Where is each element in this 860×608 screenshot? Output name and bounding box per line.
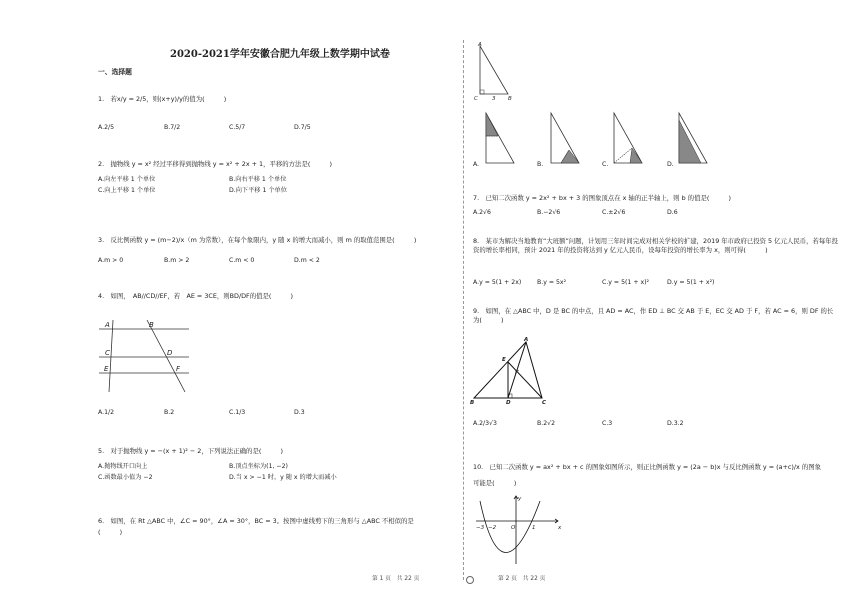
- q10-label-origin: O: [511, 525, 516, 531]
- q9-option-a[interactable]: A.2/3√3: [473, 420, 497, 427]
- page-divider: [463, 40, 464, 580]
- q1-option-c[interactable]: C.5/7: [229, 124, 246, 131]
- q4-option-d[interactable]: D.3: [294, 409, 305, 416]
- q7-option-c[interactable]: C.±2√6: [602, 209, 626, 216]
- q9-option-d[interactable]: D.3.2: [667, 420, 684, 427]
- q2-stem: 2. 抛物线 y = x² 经过平移得到抛物线 y = x² + 2x + 1，平移的方法是( ): [98, 160, 332, 168]
- q6-stem: 6. 如图，在 Rt △ABC 中，∠C = 90°，∠A = 30°，BC = 3。按图中虚线剪下的三角形与 △ABC 不相似的是: [98, 517, 414, 525]
- q9-label-a: A: [524, 337, 529, 343]
- section-heading: 一、选择题: [98, 68, 132, 76]
- q8-option-d[interactable]: D.y = 5(1 + x²): [667, 279, 715, 286]
- q1-option-a[interactable]: A.2/5: [98, 124, 115, 131]
- q2-option-c[interactable]: C.向上平移 1 个单位: [98, 187, 156, 194]
- q9-stem: 9. 如图，在 △ABC 中，D 是 BC 的中点，且 AD = AC，作 ED ⊥ BC 交 AB 于 E，EC 交 AD 于 F，若 AC = 6，则 DF 的长为( ): [473, 307, 834, 324]
- q10-stem-answer: 可能是( ): [473, 479, 517, 487]
- q5-option-d[interactable]: D.当 x > −1 时，y 随 x 的增大而减小: [229, 474, 337, 481]
- q5-stem: 5. 对于抛物线 y = −(x + 1)² − 2，下列说法正确的是( ): [98, 447, 283, 455]
- q6-label-3: 3: [492, 96, 496, 102]
- q4-label-c: C: [105, 349, 110, 357]
- q3-option-d[interactable]: D.m < 2: [294, 257, 320, 264]
- q6-option-a-figure: [480, 110, 520, 168]
- q7-option-b[interactable]: B.−2√6: [537, 209, 561, 216]
- q1-option-b[interactable]: B.7/2: [164, 124, 181, 131]
- binding-hole-icon: [466, 576, 474, 584]
- q10-label-y: y: [518, 496, 522, 502]
- q1-option-d[interactable]: D.7/5: [294, 124, 311, 131]
- q6-label-c: C: [474, 96, 478, 102]
- q9-label-e: E: [502, 357, 506, 363]
- q7-stem: 7. 已知二次函数 y = 2x² + bx + 3 的图象顶点在 x 轴的正半轴上，则 b 的值是( ): [473, 194, 732, 202]
- q5-option-a[interactable]: A.抛物线开口向上: [98, 463, 148, 470]
- q6-label-b: B: [508, 96, 512, 102]
- q4-parallel-lines-figure: [97, 316, 197, 396]
- q9-triangle-figure: [470, 338, 566, 404]
- q6-option-b[interactable]: B.: [537, 161, 544, 168]
- q4-label-f: F: [176, 365, 181, 373]
- q10-label-minus2: −2: [488, 525, 497, 531]
- q4-label-a: A: [105, 321, 110, 329]
- q6-option-d-figure: [673, 110, 713, 168]
- q2-option-a[interactable]: A.向左平移 1 个单位: [98, 176, 156, 183]
- q9-label-f: F: [515, 370, 519, 376]
- q2-option-d[interactable]: D.向下平移 1 个单位: [229, 187, 287, 194]
- q5-option-c[interactable]: C.函数最小值为 −2: [98, 474, 153, 481]
- q10-stem: 10. 已知二次函数 y = ax² + bx + c 的图象如图所示，则正比例函数 y = (2a − b)x 与反比例函数 y = (a+c)/x 的图象: [473, 463, 822, 471]
- q7-option-d[interactable]: D.6: [667, 209, 678, 216]
- q6-option-a[interactable]: A.: [473, 161, 480, 168]
- q6-option-c[interactable]: C.: [602, 161, 609, 168]
- q4-option-b[interactable]: B.2: [164, 409, 175, 416]
- q8-option-a[interactable]: A.y = 5(1 + 2x): [473, 279, 522, 286]
- q2-option-b[interactable]: B.向右平移 1 个单位: [229, 176, 287, 183]
- q4-label-e: E: [104, 365, 109, 373]
- q10-label-minus3: −3: [476, 525, 485, 531]
- q6-stem-answer: ( ): [98, 528, 123, 536]
- q4-label-b: B: [149, 321, 154, 329]
- q10-label-x: x: [558, 525, 562, 531]
- q8-option-b[interactable]: B.y = 5x²: [537, 279, 567, 286]
- q3-option-a[interactable]: A.m > 0: [98, 257, 124, 264]
- q6-option-b-figure: [545, 110, 585, 168]
- q8-option-c[interactable]: C.y = 5(1 + x)²: [602, 279, 650, 286]
- q10-parabola-graph: [474, 494, 564, 566]
- q3-stem: 3. 反比例函数 y = (m−2)/x（m 为常数），在每个象限内，y 随 x 的增大而减小，则 m 的取值范围是( ): [98, 236, 417, 244]
- q4-label-d: D: [167, 349, 173, 357]
- q3-option-c[interactable]: C.m < 0: [229, 257, 255, 264]
- q1-stem: 1. 若x/y = 2/5，则(x+y)/y的值为( ): [98, 95, 227, 103]
- q6-option-c-figure: [608, 110, 652, 168]
- q4-option-c[interactable]: C.1/3: [229, 409, 246, 416]
- q9-label-c: C: [542, 400, 547, 406]
- q9-label-b: B: [470, 400, 475, 406]
- q6-option-d[interactable]: D.: [667, 161, 674, 168]
- q9-option-b[interactable]: B.2√2: [537, 420, 556, 427]
- q8-stem: 8. 某市为解决当地教育“大班额”问题，计划用三年时间完成对相关学校的扩建，2019 年市政府已投资 5 亿元人民币，若每年投资的增长率相同，预计 2021 年的投资将达到 y 亿元人民币，设每年投资的增长率为 x，则可得( ): [473, 237, 839, 254]
- q4-option-a[interactable]: A.1/2: [98, 409, 115, 416]
- q7-option-a[interactable]: A.2√6: [473, 209, 491, 216]
- q6-reference-triangle: [472, 42, 522, 102]
- q9-option-c[interactable]: C.3: [602, 420, 613, 427]
- q9-label-d: D: [506, 400, 511, 406]
- q5-option-b[interactable]: B.顶点坐标为(1, −2): [229, 463, 288, 470]
- footer-left-page: 第 1 页 共 22 页: [372, 576, 420, 582]
- q6-label-a: A: [478, 42, 482, 48]
- q10-label-1: 1: [532, 525, 536, 531]
- q3-option-b[interactable]: B.m > 2: [164, 257, 190, 264]
- q4-stem: 4. 如图， AB//CD//EF，若 AE = 3CE，则BD/DF的值是( ): [98, 292, 294, 300]
- page-title: 2020-2021学年安徽合肥九年级上数学期中试卷: [170, 49, 390, 60]
- footer-right-page: 第 2 页 共 22 页: [498, 576, 546, 582]
